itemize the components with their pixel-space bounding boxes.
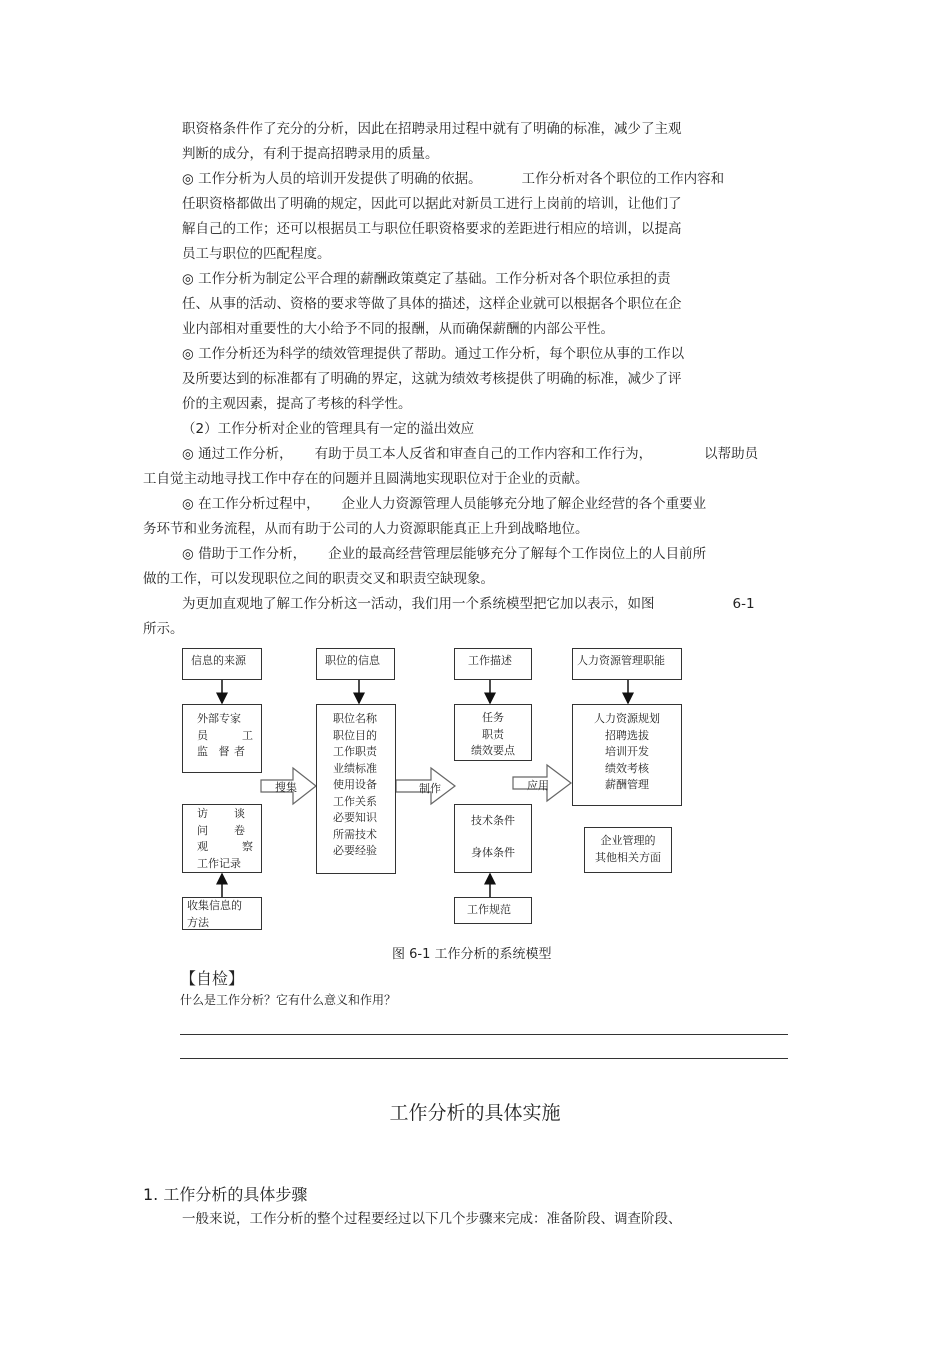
box-sources: 外部专家 员 工 监 督 者 xyxy=(182,704,262,773)
label-collect: 搜集 xyxy=(275,781,297,794)
box-job-info-items: 职位名称 职位目的 工作职责 业绩标准 使用设备 工作关系 必要知识 所需技术 必要经验 xyxy=(316,704,396,874)
paragraph-line: 一般来说，工作分析的整个过程要经过以下几个步骤来完成：准备阶段、调查阶段、 xyxy=(182,1211,682,1227)
paragraph-line: 做的工作，可以发现职位之间的职责交叉和职责空缺现象。 xyxy=(143,571,494,587)
paragraph-line: 为更加直观地了解工作分析这一活动，我们用一个系统模型把它加以表示，如图 6-1 xyxy=(182,596,755,612)
paragraph-line: ◎ 工作分析还为科学的绩效管理提供了帮助。通过工作分析，每个职位从事的工作以 xyxy=(182,346,685,362)
paragraph-line: 职资格条件作了充分的分析，因此在招聘录用过程中就有了明确的标准，减少了主观 xyxy=(182,121,682,137)
section-title: 工作分析的具体实施 xyxy=(389,1102,561,1124)
paragraph-line: 价的主观因素，提高了考核的科学性。 xyxy=(182,396,412,412)
box-job-info: 职位的信息 xyxy=(316,648,395,680)
box-collect-method: 收集信息的 方法 xyxy=(182,897,262,930)
box-job-desc-items: 任务 职责 绩效要点 xyxy=(454,704,532,761)
paragraph-line: 解自己的工作；还可以根据员工与职位任职资格要求的差距进行相应的培训，以提高 xyxy=(182,221,682,237)
figure-caption: 图 6-1 工作分析的系统模型 xyxy=(392,947,552,962)
paragraph-line: ◎ 通过工作分析， 有助于员工本人反省和审查自己的工作内容和工作行为， 以帮助员 xyxy=(182,446,759,462)
box-info-source: 信息的来源 xyxy=(182,648,262,680)
box-spec-items: 技术条件 身体条件 xyxy=(454,804,532,873)
paragraph-line: 工自觉主动地寻找工作中存在的问题并且圆满地实现职位对于企业的贡献。 xyxy=(143,471,589,487)
paragraph-line: 业内部相对重要性的大小给予不同的报酬，从而确保薪酬的内部公平性。 xyxy=(182,321,614,337)
box-job-spec: 工作规范 xyxy=(454,897,532,924)
paragraph-line: ◎ 借助于工作分析， 企业的最高经营管理层能够充分了解每个工作岗位上的人目前所 xyxy=(182,546,707,562)
job-analysis-system-diagram xyxy=(175,643,695,935)
box-hr-func: 人力资源管理职能 xyxy=(572,648,682,680)
self-check-question: 什么是工作分析？它有什么意义和作用？ xyxy=(180,993,397,1007)
paragraph-line: 员工与职位的匹配程度。 xyxy=(182,246,331,262)
box-hr-items: 人力资源规划 招聘选拔 培训开发 绩效考核 薪酬管理 xyxy=(572,704,682,806)
box-methods: 访 谈 问 卷 观 察 工作记录 xyxy=(182,804,262,873)
self-check-heading: 【自检】 xyxy=(180,969,245,988)
paragraph-line: ◎ 工作分析为人员的培训开发提供了明确的依据。 工作分析对各个职位的工作内容和 xyxy=(182,171,725,187)
paragraph-line: 任职资格都做出了明确的规定，因此可以据此对新员工进行上岗前的培训，让他们了 xyxy=(182,196,682,212)
paragraph-line: 判断的成分，有利于提高招聘录用的质量。 xyxy=(182,146,439,162)
paragraph-line: 任、从事的活动、资格的要求等做了具体的描述，这样企业就可以根据各个职位在企 xyxy=(182,296,682,312)
answer-line xyxy=(180,1058,788,1059)
label-make: 制作 xyxy=(419,782,441,795)
label-apply: 应用 xyxy=(527,779,549,792)
paragraph-line: 务环节和业务流程，从而有助于公司的人力资源职能真正上升到战略地位。 xyxy=(143,521,589,537)
heading-steps: 1. 工作分析的具体步骤 xyxy=(143,1185,308,1204)
box-job-desc: 工作描述 xyxy=(454,648,532,680)
box-other-aspects: 企业管理的 其他相关方面 xyxy=(584,827,672,873)
paragraph-line: ◎ 工作分析为制定公平合理的薪酬政策奠定了基础。工作分析对各个职位承担的责 xyxy=(182,271,671,287)
subheading: （2）工作分析对企业的管理具有一定的溢出效应 xyxy=(182,421,475,437)
paragraph-line: ◎ 在工作分析过程中， 企业人力资源管理人员能够充分地了解企业经营的各个重要业 xyxy=(182,496,707,512)
answer-line xyxy=(180,1034,788,1035)
paragraph-line: 所示。 xyxy=(143,621,184,637)
paragraph-line: 及所要达到的标准都有了明确的界定，这就为绩效考核提供了明确的标准，减少了评 xyxy=(182,371,682,387)
